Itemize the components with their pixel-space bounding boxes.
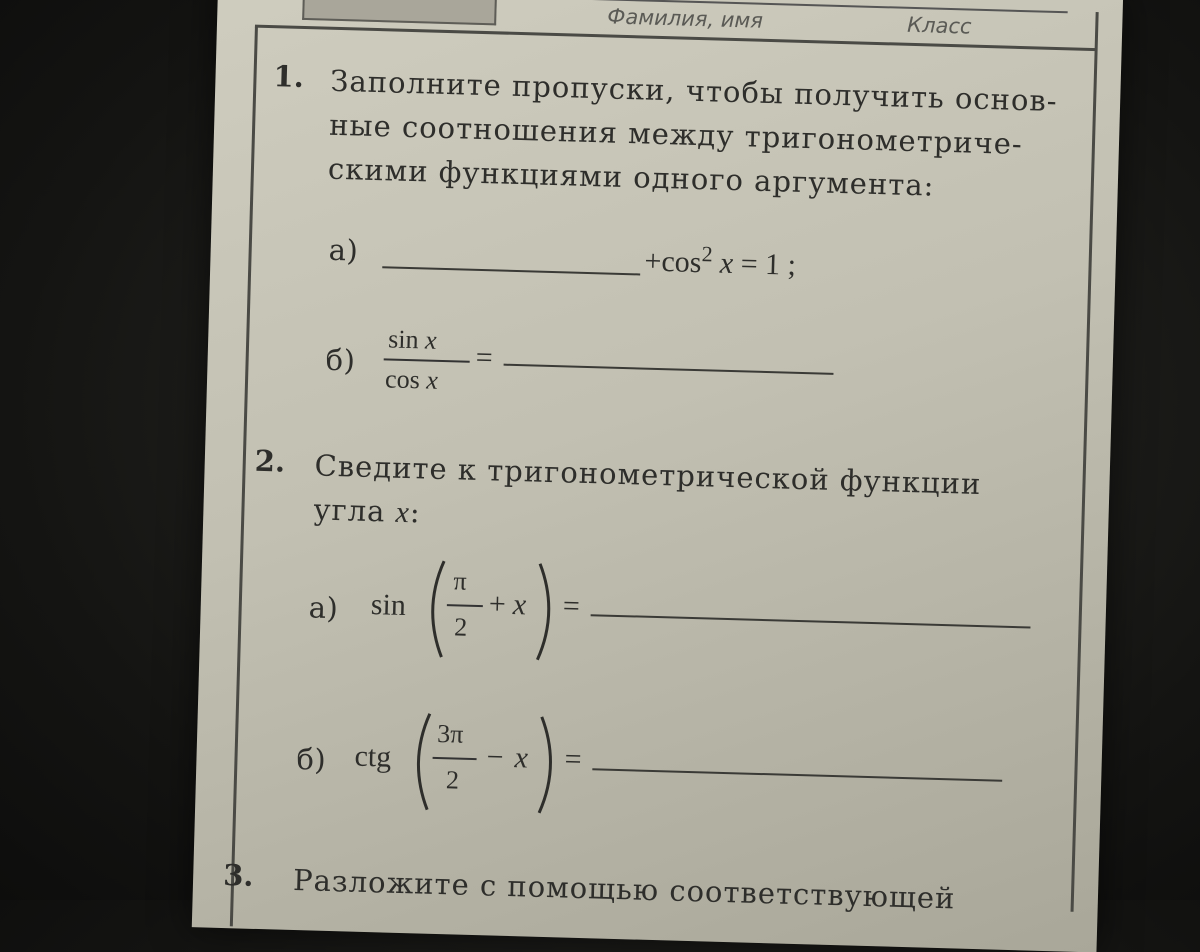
task1b-den-var: x [425,365,439,395]
task1a-tail: = 1 ; [740,247,797,282]
task2b-func: ctg [354,739,392,774]
task3-text-partial: Разложите с помощью соответствующей [292,862,956,916]
task1a-answer-blank[interactable] [382,266,640,275]
worksheet-page [192,0,1123,952]
task1b-numerator [388,324,437,355]
task2b-op: − [486,740,505,774]
task2a-var: x [512,588,527,622]
task2b-equals: = [564,742,582,776]
task2b-answer-blank[interactable] [592,768,1002,781]
task2a-fraction-bar [447,604,483,607]
task2a-func: sin [370,588,407,623]
task2b-left-paren [405,711,434,812]
task2-text-line1: Сведите к тригонометрической функции [314,448,982,502]
surname-label: Фамилия, имя [607,4,764,33]
task2a-label: а) [308,590,339,626]
task2b-fraction-bar [433,757,477,760]
task2a-left-paren [419,558,448,659]
task2-var: x [395,495,411,530]
task2b-right-paren [535,715,564,816]
task1b-denominator [385,364,439,395]
task2a-numerator: π [453,566,468,596]
task2b-var: x [514,741,529,775]
task2b-denominator: 2 [445,765,460,795]
variant-box [302,0,497,25]
task1a-label: а) [328,232,359,268]
task2-number: 2. [254,443,286,479]
task1a-expression [644,240,797,283]
task2a-denominator: 2 [453,612,468,642]
task1a-var: x [719,246,734,281]
task1a-cos: +cos [644,244,702,280]
task1b-fraction-bar [384,358,470,362]
task2a-right-paren [533,562,562,663]
task1b-num-var: x [424,325,438,355]
task1-text-line1: Заполните пропуски, чтобы получить основ- [329,63,1059,119]
task2b-label: б) [296,742,327,777]
task1b-label: б) [325,342,356,378]
task1b-answer-blank[interactable] [504,364,834,375]
task1-number: 1. [273,59,305,94]
task2-text [313,443,1075,553]
task1-text-line3: скими функциями одного аргумента: [327,151,935,203]
task3-number: 3. [222,858,254,893]
task1b-cos: cos [384,364,421,395]
task1b-equals: = [475,340,494,375]
task1-text-line2: ные соотношения между тригонометриче- [328,107,1024,162]
task2a-answer-blank[interactable] [591,614,1031,628]
task2b-numerator: 3π [436,718,464,749]
class-label: Класс [906,12,972,39]
task2a-op: + [488,587,507,621]
task1-text [327,59,1090,212]
task2-colon: : [409,495,422,530]
name-underline [498,0,1068,13]
task1b-sin: sin [387,324,420,355]
task2a-equals: = [562,589,581,623]
task1a-exponent: 2 [701,241,714,267]
task2-text-line2: угла x: [313,492,422,530]
